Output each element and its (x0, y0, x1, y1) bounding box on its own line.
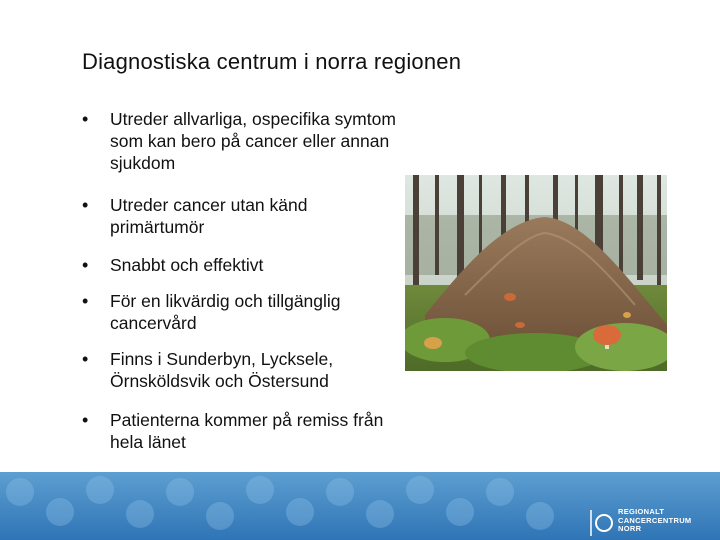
logo-line: REGIONALT (618, 507, 665, 516)
bullet-line: hela länet (110, 432, 186, 452)
bullet-dot: • (82, 195, 89, 215)
bullet-line: Örnsköldsvik och Östersund (110, 371, 329, 391)
bullet-line: sjukdom (110, 153, 176, 173)
bullet-line: För en likvärdig och tillgänglig (110, 291, 341, 311)
logo-line: NORR (618, 524, 642, 533)
footer-band (0, 472, 720, 540)
rcc-logo (588, 506, 714, 540)
bullet-item (82, 108, 396, 174)
slide-title: Diagnostiska centrum i norra regionen (82, 49, 462, 74)
bullet-line: cancervård (110, 313, 197, 333)
bullet-line: Patienterna kommer på remiss från (110, 410, 384, 430)
logo-line: CANCERCENTRUM (618, 515, 692, 525)
bullet-dot: • (82, 109, 89, 129)
bullet-line: som kan bero på cancer eller annan (110, 131, 390, 151)
bullet-item (82, 254, 263, 276)
bullet-dot: • (82, 291, 89, 311)
bullet-item (82, 194, 307, 238)
rcc-logo-mark-icon (588, 508, 614, 538)
bullet-dot: • (82, 410, 89, 430)
bullet-item (82, 348, 333, 392)
bullet-dot: • (82, 349, 89, 369)
bullet-line: Snabbt och effektivt (110, 255, 264, 275)
bullet-line: Utreder allvarliga, ospecifika symtom (110, 109, 396, 129)
bullet-line: primärtumör (110, 217, 205, 237)
bullet-item (82, 409, 383, 453)
bullet-item (82, 290, 341, 334)
bullet-line: Utreder cancer utan känd (110, 195, 308, 215)
bullet-dot: • (82, 255, 89, 275)
bullet-line: Finns i Sunderbyn, Lycksele, (110, 349, 334, 369)
anthill-photo (405, 175, 667, 371)
